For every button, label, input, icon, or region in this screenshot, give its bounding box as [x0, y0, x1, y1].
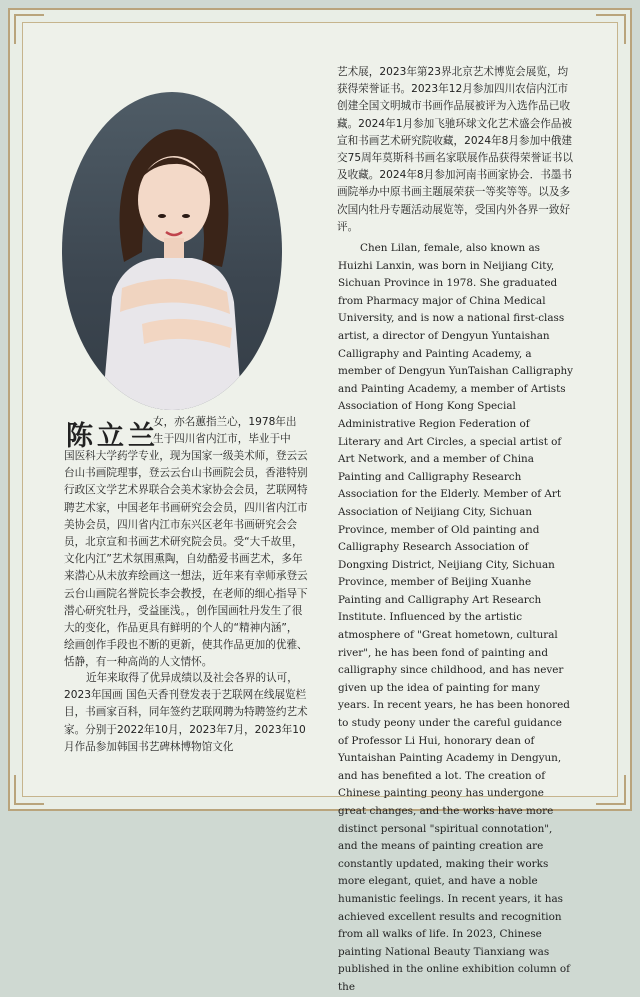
chinese-intro-paragraph: 国医科大学药学专业，现为国家一级美术师，登云云台山书画院理事，登云云台山书画院会员，香港特别行政区文学艺术界联合会美术家协会会员，艺联网特聘艺术家，中国老年书画研究会会员，四川省内江市美协会员，四川省内江市东兴区老年书画研究会会员，北京宣和书画艺术研究院会员。受“大千故里，文化内江”艺术氛围熏陶，自幼酷爱书画艺术，多年来潜心从未放弃绘画这一想法，近年来有幸师承登云云台山画院名誉院长李会教授，在老师的细心指导下潜心研究牡丹，受益匪浅。，创作国画牡丹发生了很大的变化，作品更具有鲜明的个人的“精神内涵”，绘画创作手段也不断的更新，使其作品更加的优雅、恬静，有一种高尚的人文情怀。: [64, 450, 308, 669]
corner-ornament-top-left: [14, 14, 44, 44]
artist-name: 陈立兰: [66, 421, 159, 452]
chinese-achievements-paragraph: 近年来取得了优异成绩以及社会各界的认可，2023年国画 国色天香刊登发表于艺联网在线展览栏目，书画家百科，同年签约艺联网聘为特聘签约艺术家。分别于2022年10月，2023年7月，2023年10月作品参加韩国书艺碑林博物馆文化: [64, 672, 308, 753]
portrait-illustration: [62, 92, 282, 410]
chinese-intro-first-lines: 女，亦名蕙指兰心，1978年出生于四川省内江市，毕业于中: [153, 416, 297, 446]
corner-ornament-top-right: [596, 14, 626, 44]
corner-ornament-bottom-left: [14, 775, 44, 805]
portrait-photo: [62, 92, 282, 410]
chinese-right-column: 艺术展，2023年第23界北京艺术博览会展览，均获得荣誉证书。2023年12月参加四川农信内江市创建全国文明城市书画作品展被评为入选作品已收藏。2024年1月参加飞驰环球文化艺术盛会作品被宣和书画艺术研究院收藏，2024年8月参加中俄建交75周年莫斯科书画名家联展作品获得荣誉证书以及收藏。2024年8月参加河南书画家协会．书墨书画院举办中原书画主题展荣获一等奖等等。以及多次国内牡丹专题活动展览等，受国内外各界一致好评。: [337, 66, 573, 233]
english-biography: Chen Lilan, female, also known as Huizhi Lanxin, was born in Neijiang City, Sichuan Province in 1978. She graduated from Pharmacy major of China Medical University, and is now a national first-class artist, a director of Dengyun Yuntaishan Calligraphy and Painting Academy, a member of Dengyun YunTaishan Calligraphy and Painting Academy, a member of Artists Association of Hong Kong Special Administrative Region Federation of Literary and Art Circles, a special artist of Art Network, and a member of China Painting and Calligraphy Research Association for the Elderly. Member of Art Association of Neijiang City, Sichuan Province, member of Old painting and Calligraphy Research Association of Dongxing District, Neijiang City, Sichuan Province, member of Beijing Xuanhe Painting and Calligraphy Art Research Institute. Influenced by the artistic atmosphere of "Great hometown, cultural river", he has been fond of painting and calligraphy since childhood, and has never given up the idea of painting for many years. In recent years, he has been honored to study peony under the careful guidance of Professor Li Hui, honorary dean of Yuntaishan Painting Academy in Dengyun, and has benefited a lot. The creation of Chinese painting peony has undergone great changes, and the works have more distinct personal "spiritual connotation", and the means of painting creation are constantly updated, making their works more elegant, quiet, and have a noble humanistic feelings. In recent years, it has achieved excellent results and recognition from all walks of life. In 2023, Chinese painting National Beauty Tianxiang was published in the online exhibition column of the: [338, 242, 574, 993]
corner-ornament-bottom-right: [596, 775, 626, 805]
